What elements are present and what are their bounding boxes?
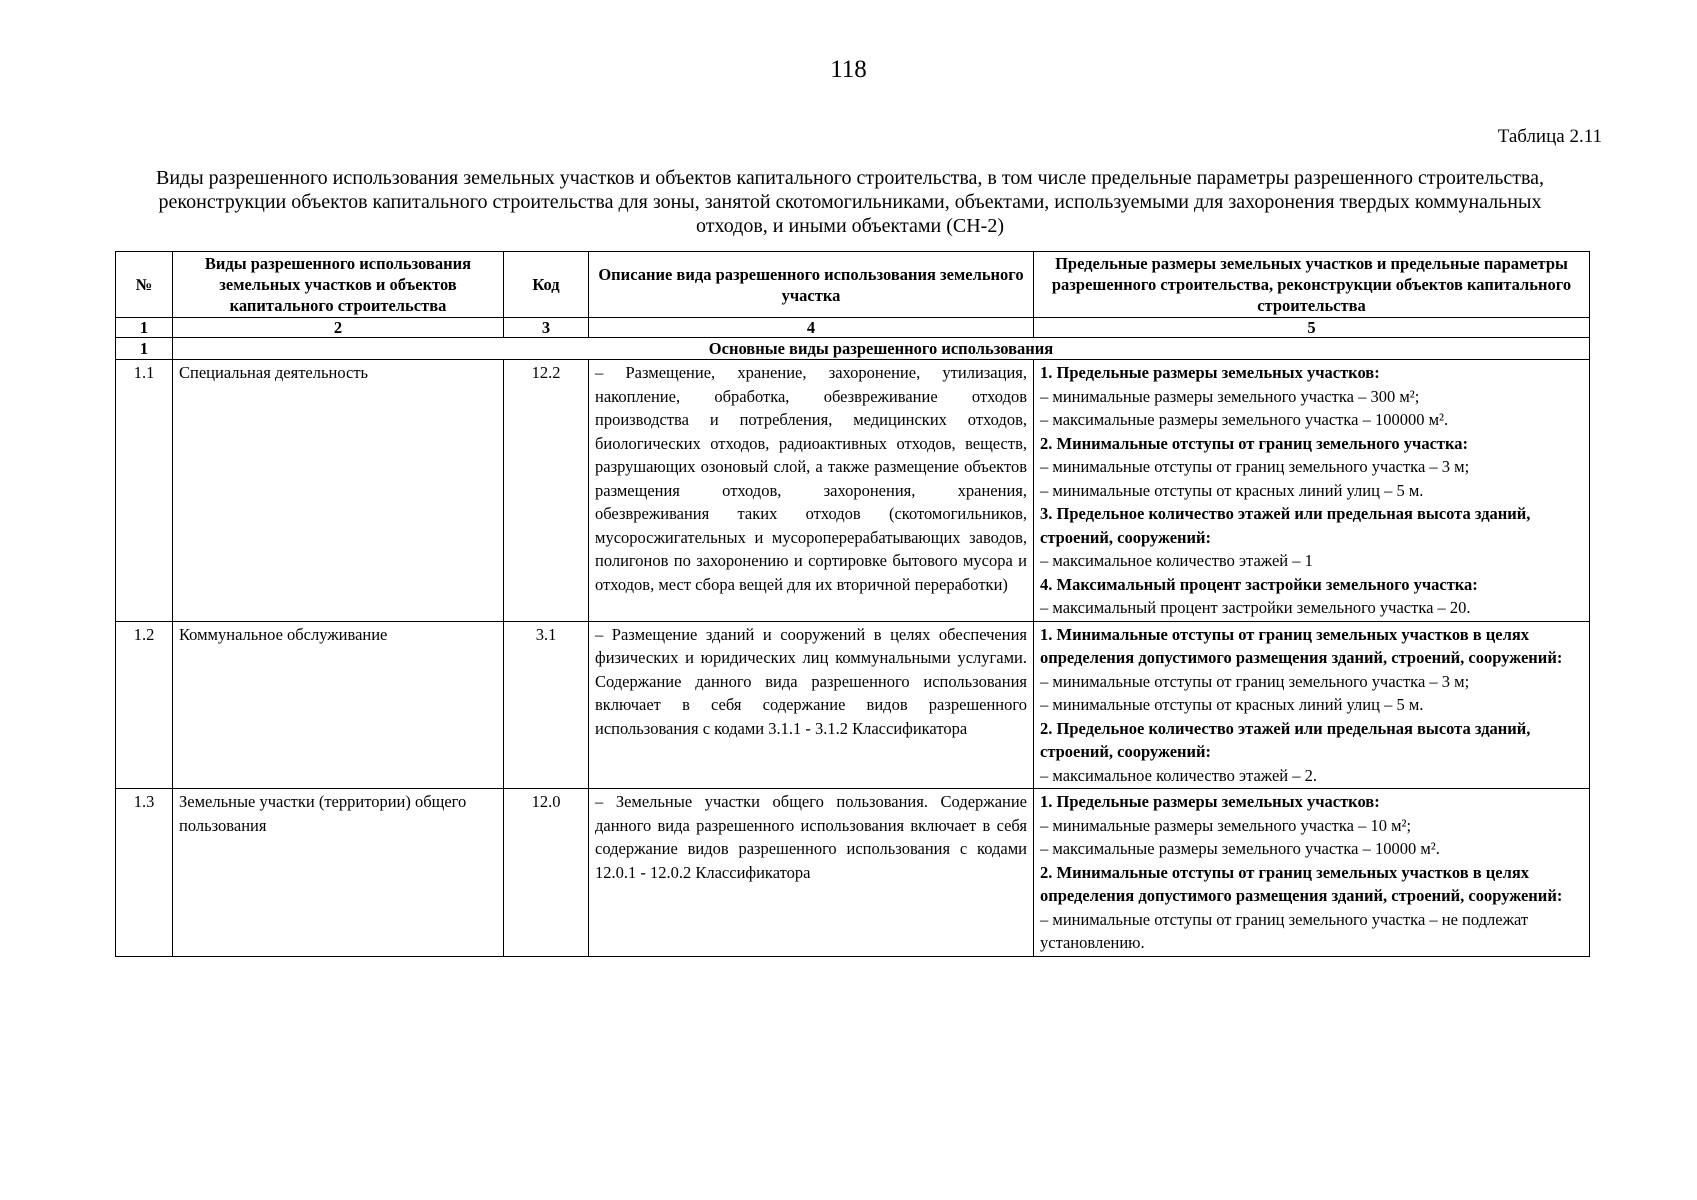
use-description: – Размещение зданий и сооружений в целях обеспечения физических и юридических лиц коммунальными услугами. Содержание данного вида разрешенного использования включает в себя содержание видов разрешенного использования с кодами 3.1.1 - 3.1.2 Классификатора [589, 621, 1034, 789]
header-cell: Предельные размеры земельных участков и предельные параметры разрешенного строительства, реконструкции объектов капитального строительства [1034, 252, 1590, 318]
use-parameters [1034, 789, 1590, 957]
page-number: 118 [830, 56, 867, 83]
table-row [116, 360, 1590, 622]
use-type-name: Специальная деятельность [173, 360, 504, 622]
table-row [116, 789, 1590, 957]
use-code: 12.2 [504, 360, 589, 622]
row-number: 1.1 [116, 360, 173, 622]
use-parameters [1034, 360, 1590, 622]
column-number: 3 [504, 318, 589, 338]
section-number: 1 [116, 338, 173, 360]
header-cell: Код [504, 252, 589, 318]
column-number-row [116, 318, 1590, 338]
parameter-heading: 1. Предельные размеры земельных участков: [1040, 792, 1380, 811]
parameter-line: – минимальные отступы от красных линий улиц – 5 м. [1040, 480, 1424, 500]
parameter-line: – минимальные отступы от границ земельного участка – не подлежат установлению. [1040, 909, 1529, 952]
land-use-table [115, 251, 1590, 957]
column-number: 5 [1034, 318, 1590, 338]
section-title: Основные виды разрешенного использования [173, 338, 1590, 360]
parameter-line: – максимальные размеры земельного участка – 10000 м². [1040, 839, 1440, 858]
parameter-heading: 1. Предельные размеры земельных участков: [1040, 363, 1380, 382]
parameter-line: – минимальные отступы от границ земельного участка – 3 м; [1040, 457, 1470, 476]
parameter-line: – минимальные размеры земельного участка – 10 м²; [1040, 815, 1412, 835]
column-number: 4 [589, 318, 1034, 338]
header-cell: Виды разрешенного использования земельных участков и объектов капитального строительства [173, 252, 504, 318]
header-row [116, 252, 1590, 318]
parameter-heading: 4. Максимальный процент застройки земельного участка: [1040, 574, 1478, 594]
table-caption: Виды разрешенного использования земельных участков и объектов капитального строительства, в том числе предельные параметры разрешенного строительства, реконструкции объектов капитального строительства для зоны, занятой скотомогильниками, объектами, используемыми для захоронения твердых коммунальных отходов, и иными объектами (СН-2) [155, 167, 1545, 237]
use-type-name: Коммунальное обслуживание [173, 621, 504, 789]
use-code: 12.0 [504, 789, 589, 957]
parameter-line: – минимальные размеры земельного участка – 300 м²; [1040, 386, 1420, 406]
parameter-heading: 3. Предельное количество этажей или предельная высота зданий, строений, сооружений: [1040, 504, 1531, 547]
table-label: Таблица 2.11 [1497, 126, 1602, 147]
header-cell: Описание вида разрешенного использования земельного участка [589, 252, 1034, 318]
use-type-name: Земельные участки (территории) общего пользования [173, 789, 504, 957]
use-description: – Земельные участки общего пользования. Содержание данного вида разрешенного использования включает в себя содержание видов разрешенного использования с кодами 12.0.1 - 12.0.2 Классификатора [589, 789, 1034, 957]
use-parameters [1034, 621, 1590, 789]
use-code: 3.1 [504, 621, 589, 789]
use-description: – Размещение, хранение, захоронение, утилизация, накопление, обработка, обезвреживание отходов производства и потребления, медицинских отходов, биологических отходов, радиоактивных отходов, веществ, разрушающих озоновый слой, а также размещение объектов размещения отходов, захоронения, хранения, обезвреживания таких отходов (скотомогильников, мусоросжигательных и мусороперерабатывающих заводов, полигонов по захоронению и сортировке бытового мусора и отходов, мест сбора вещей для их вторичной переработки) [589, 360, 1034, 622]
column-number: 2 [173, 318, 504, 338]
parameter-heading: 2. Предельное количество этажей или предельная высота зданий, строений, сооружений: [1040, 718, 1531, 761]
row-number: 1.3 [116, 789, 173, 957]
parameter-line: – максимальный процент застройки земельного участка – 20. [1040, 598, 1471, 617]
parameter-heading: 2. Минимальные отступы от границ земельного участка: [1040, 433, 1469, 453]
parameter-line: – минимальные отступы от красных линий улиц – 5 м. [1040, 695, 1424, 714]
parameter-line: – максимальное количество этажей – 2. [1040, 765, 1317, 785]
parameter-line: – минимальные отступы от границ земельного участка – 3 м; [1040, 671, 1470, 691]
parameter-heading: 2. Минимальные отступы от границ земельных участков в целях определения допустимого размещения зданий, строений, сооружений: [1040, 862, 1563, 905]
parameter-line: – максимальные размеры земельного участка – 100000 м². [1040, 410, 1449, 429]
parameter-line: – максимальное количество этажей – 1 [1040, 551, 1313, 570]
row-number: 1.2 [116, 621, 173, 789]
header-cell: № [116, 252, 173, 318]
parameter-heading: 1. Минимальные отступы от границ земельных участков в целях определения допустимого размещения зданий, строений, сооружений: [1040, 624, 1563, 667]
column-number: 1 [116, 318, 173, 338]
section-row [116, 338, 1590, 360]
table-row [116, 621, 1590, 789]
